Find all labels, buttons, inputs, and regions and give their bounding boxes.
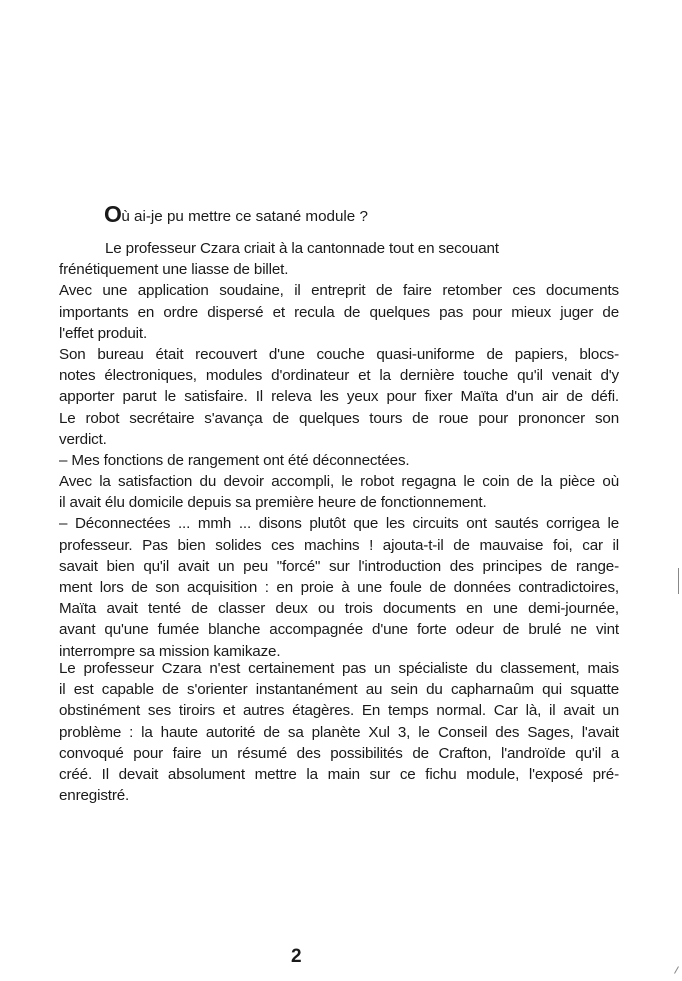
text-line: savait bien qu'il avait un peu "forcé" sur l'introduction des principes de range- — [59, 557, 619, 575]
text-line: Avec la satisfaction du devoir accompli, le robot regagna le coin de la pièce où — [59, 473, 619, 491]
text-line: Le robot secrétaire s'avança de quelques tours de roue pour prononcer son — [59, 409, 619, 427]
text-line: il est capable de s'orienter instantanément au sein du capharnaûm qui squatte — [59, 681, 619, 699]
text-line: frénétiquement une liasse de billet. — [59, 261, 289, 279]
scan-mark — [674, 966, 679, 973]
text-line: Maïta avait tenté de classer deux ou trois documents en une demi-journée, — [59, 600, 619, 618]
text-line: interrompre sa mission kamikaze. — [59, 642, 281, 660]
text-line: il avait élu domicile depuis sa première heure de fonctionnement. — [59, 494, 487, 512]
text-line: verdict. — [59, 430, 107, 448]
text-line: importants en ordre dispersé et recula de quelques pas pour mieux juger de — [59, 303, 619, 321]
text-line: obstinément ses tiroirs et autres étagères. En temps normal. Car là, il avait un — [59, 702, 619, 720]
text-line: – Déconnectées ... mmh ... disons plutôt que les circuits ont sautés corrigea le — [59, 515, 619, 533]
paragraph-2 — [59, 658, 619, 806]
drop-cap: O — [104, 201, 122, 227]
text-line: Le professeur Czara n'est certainement pas un spécialiste du classement, mais — [59, 660, 619, 677]
text-line: Le professeur Czara criait à la cantonnade tout en secouant — [105, 240, 499, 257]
page-number: 2 — [291, 946, 302, 967]
text-line: Son bureau était recouvert d'une couche quasi-uniforme de papiers, blocs- — [59, 345, 619, 363]
paragraph-1 — [59, 238, 619, 662]
opening-text: ù ai-je pu mettre ce satané module ? — [121, 208, 368, 225]
text-line: enregistré. — [59, 787, 130, 805]
text-line: professeur. Pas bien solides ces machins ! ajouta-t-il de mauvaise foi, car il — [59, 536, 619, 554]
text-line: créé. Il devait absolument mettre la main sur ce fichu module, l'exposé pré- — [59, 765, 619, 783]
scan-mark — [678, 568, 679, 594]
text-line: ment lors de son acquisition : en proie à une foule de données contradictoires, — [59, 579, 619, 596]
text-line: avant qu'une fumée blanche accompagnée d'une forte odeur de brulé ne vint — [59, 621, 619, 639]
text-line: – Mes fonctions de rangement ont été déconnectées. — [59, 451, 410, 469]
text-line: problème : la haute autorité de sa planète Xul 3, le Conseil des Sages, l'avait — [59, 723, 619, 741]
chapter-opening-line — [104, 202, 368, 229]
text-line: l'effet produit. — [59, 324, 148, 342]
text-line: notes électroniques, modules d'ordinateur et la dernière touche qu'il venait d'y — [59, 367, 619, 385]
text-line: apporter parut le satisfaire. Il releva les yeux pour fixer Maïta d'un air de défi. — [59, 388, 619, 406]
text-line: convoqué pour faire un résumé des possibilités de Crafton, l'androïde qu'il a — [59, 744, 619, 762]
text-line: Avec une application soudaine, il entreprit de faire retomber ces documents — [59, 282, 619, 300]
